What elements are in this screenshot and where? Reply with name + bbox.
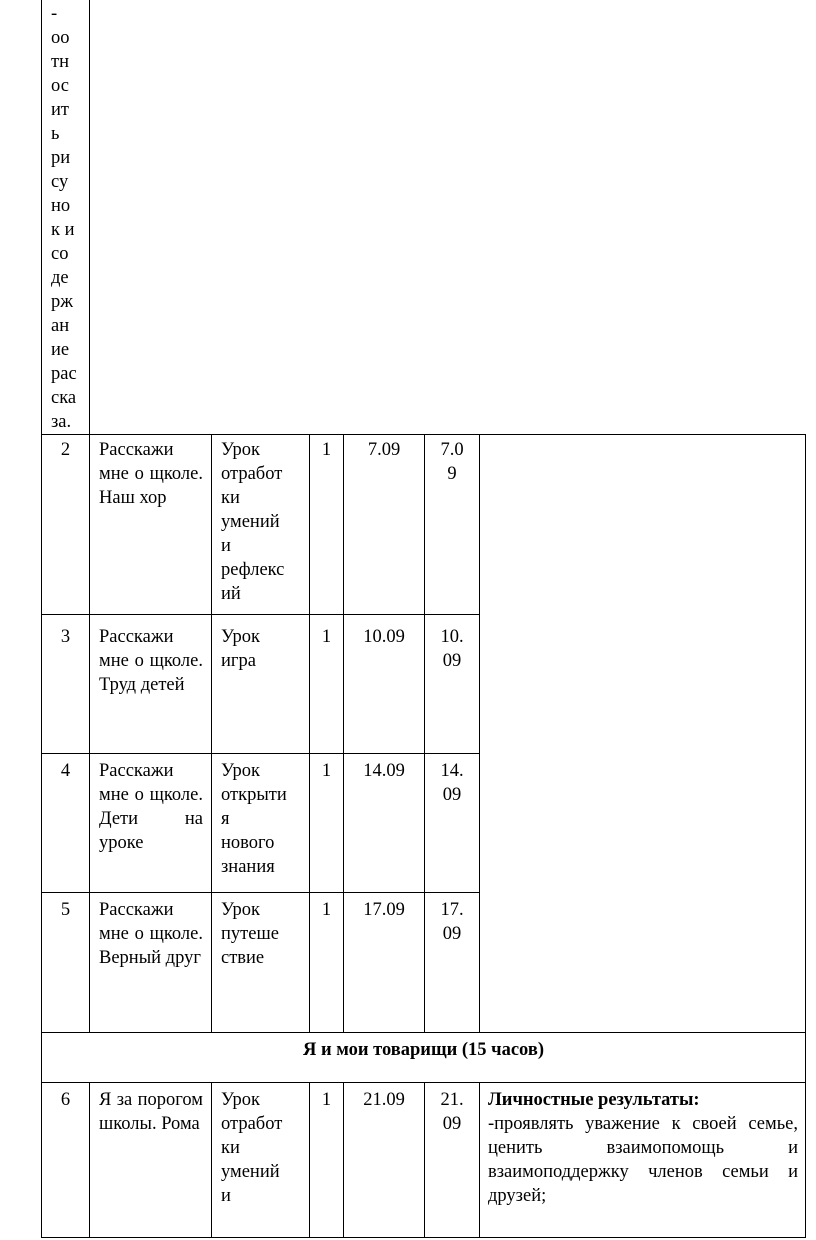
- row-6-hours: 1: [321, 1090, 332, 1110]
- top-cell-text: - оо тн ос ит ь ри су но к и со де рж ан ие рас ска за.: [51, 4, 77, 432]
- row-4-date-plan: 14.09: [363, 761, 405, 781]
- row-6-lesson-type: Урок отработ ки умений и: [221, 1090, 283, 1206]
- row-2-topic: Расскажи мне о щколе. Наш хор: [99, 440, 203, 508]
- row-5-hours: 1: [321, 900, 332, 920]
- row-3-number: 3: [60, 627, 71, 647]
- row-2-number: 2: [60, 440, 71, 460]
- row-5-date-plan: 17.09: [363, 900, 405, 920]
- row-2-lesson-type: Урок отработ ки умений и рефлекс ий: [221, 440, 285, 604]
- row-5-number: 5: [60, 900, 71, 920]
- row-5-topic: Расскажи мне о щколе. Верный друг: [99, 900, 203, 968]
- row-4-topic: Расскажи мне о щколе. Дети на уроке: [99, 761, 203, 853]
- row-4-lesson-type: Урок открыти я нового знания: [221, 761, 287, 877]
- section-title: Я и мои товарищи (15 часов): [302, 1040, 544, 1060]
- row-6-results: [488, 1088, 798, 1208]
- row-4-date-fact: 14. 09: [440, 761, 464, 805]
- row-3-date-fact: 10. 09: [440, 627, 464, 671]
- row-4-number: 4: [60, 761, 71, 781]
- row-2-date-fact: 7.0 9: [440, 440, 464, 484]
- row-6-date-fact: 21. 09: [440, 1090, 464, 1134]
- row-3-hours: 1: [321, 627, 332, 647]
- row-5-date-fact: 17. 09: [440, 900, 464, 944]
- row-2-hours: 1: [321, 440, 332, 460]
- row-3-date-plan: 10.09: [363, 627, 405, 647]
- row-4-hours: 1: [321, 761, 332, 781]
- results-text: -проявлять уважение к своей семье, ценить взаимопомощь и взаимоподдержку членов семьи и друзей;: [488, 1114, 798, 1206]
- row-6-number: 6: [60, 1090, 71, 1110]
- results-title: Личностные результаты:: [488, 1090, 700, 1110]
- row-5-lesson-type: Урок путеше ствие: [221, 900, 279, 968]
- row-2-date-plan: 7.09: [367, 440, 401, 460]
- row-6-topic: Я за порогом школы. Рома: [99, 1090, 203, 1134]
- row-3-topic: Расскажи мне о щколе. Труд детей: [99, 627, 203, 695]
- row-6-date-plan: 21.09: [363, 1090, 405, 1110]
- row-3-lesson-type: Урок игра: [221, 627, 260, 671]
